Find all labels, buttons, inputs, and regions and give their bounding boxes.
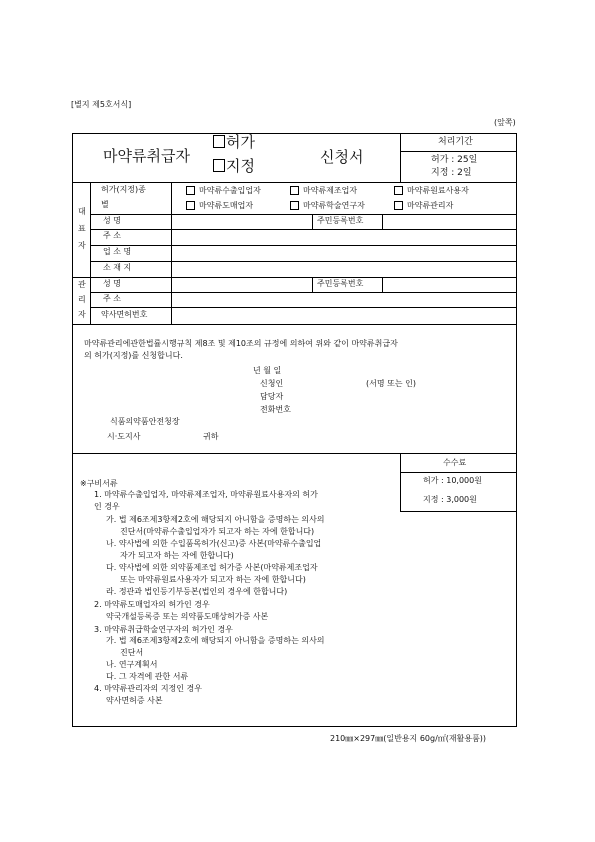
- signature-note: (서명 또는 인): [366, 379, 416, 388]
- doc-line: 4. 마약류관리자의 지정인 경우: [94, 684, 202, 693]
- checkbox-icon[interactable]: [186, 201, 195, 210]
- checkbox-icon[interactable]: [186, 186, 195, 195]
- checkbox-icon[interactable]: [213, 159, 225, 172]
- applicant-resident-number-label: 주민등록번호: [317, 216, 364, 225]
- processing-designation: 지정 : 2일: [431, 168, 472, 178]
- doc-line: 또는 마약류원료사용자가 되고자 하는 자에 한합니다): [120, 575, 306, 584]
- statement-date: 년 월 일: [253, 366, 282, 375]
- side-label-manager-2: 리: [78, 295, 86, 304]
- manager-resident-number-label: 주민등록번호: [317, 279, 364, 288]
- type-option-export-import[interactable]: 마약류수출입업자: [186, 186, 261, 195]
- pharmacist-license-field[interactable]: [173, 308, 516, 323]
- checkbox-icon[interactable]: [290, 201, 299, 210]
- type-option-manager[interactable]: 마약류관리자: [394, 201, 453, 210]
- doc-line: 진단서(마약류수출입업자가 되고자 하는 자에 한합니다): [120, 527, 315, 536]
- statement-line-2: 의 허가(지정)를 신청합니다.: [84, 351, 183, 360]
- form-number: [별지 제5호서식]: [71, 100, 132, 109]
- doc-line: 3. 마약류취급학술연구자의 허가인 경우: [94, 625, 233, 634]
- doc-line: 나. 약사법에 의한 수입품목허가(신고)증 사본(마약류수출입업: [106, 539, 322, 548]
- fee-permit: 허가 : 10,000원: [423, 476, 482, 485]
- doc-line: 다. 약사법에 의한 의약품제조업 허가증 사본(마약류제조업자: [106, 563, 318, 572]
- fee-label: 수수료: [443, 458, 467, 467]
- form-title: 마약류취급자: [103, 147, 190, 165]
- side-label-applicant-2: 표: [78, 224, 86, 233]
- doc-line: 약국개설등록증 또는 의약품도매상허가증 사본: [106, 612, 269, 621]
- doc-line: 약사면허증 사본: [106, 696, 163, 705]
- checkbox-icon[interactable]: [213, 135, 225, 148]
- doc-line: 진단서: [120, 648, 144, 657]
- applicant-signature-label: 신청인: [260, 379, 284, 388]
- applicant-resident-number-field[interactable]: [384, 215, 516, 229]
- doc-line: 2. 마약류도매업자의 허가인 경우: [94, 600, 210, 609]
- side-label-manager-3: 자: [78, 310, 86, 319]
- doc-line: 라. 정관과 법인등기부등본(법인의 경우에 한합니다): [106, 587, 288, 596]
- checkbox-icon[interactable]: [290, 186, 299, 195]
- doc-line: 1. 마약류수출입업자, 마약류제조업자, 마약류원료사용자의 허가: [94, 490, 318, 499]
- type-option-researcher[interactable]: 마약류학술연구자: [290, 201, 365, 210]
- side-label-applicant-1: 대: [78, 207, 86, 216]
- business-name-label: 업 소 명: [103, 247, 132, 256]
- processing-period-label: 처리기간: [438, 137, 473, 147]
- type-option-wholesaler[interactable]: 마약류도매업자: [186, 201, 253, 210]
- documents-heading: ※구비서류: [80, 479, 118, 488]
- doc-line: 나. 연구계획서: [106, 660, 158, 669]
- processing-permit: 허가 : 25일: [431, 155, 478, 165]
- applicant-address-field[interactable]: [173, 230, 516, 245]
- title-option-permit: 허가: [213, 135, 255, 150]
- addressee-governor: 시·도지사: [107, 432, 141, 441]
- paper-spec: 210㎜×297㎜(일반용지 60g/㎡(재활용품)): [330, 734, 487, 743]
- statement-line-1: 마약류관리에관한법률시행규칙 제8조 및 제10조의 규정에 의하여 위와 같이 마약류취급자: [84, 339, 398, 348]
- manager-address-label: 주 소: [103, 294, 121, 303]
- manager-address-field[interactable]: [173, 293, 516, 307]
- title-option-designation: 지정: [213, 159, 255, 174]
- applicant-name-field[interactable]: [173, 215, 311, 229]
- form-title-tail: 신청서: [320, 148, 364, 166]
- fee-designation: 지정 : 3,000원: [423, 495, 477, 504]
- doc-line: 가. 법 제6조제3항제2호에 해당되지 아니함을 증명하는 의사의: [106, 515, 325, 524]
- addressee-suffix: 귀하: [203, 432, 219, 441]
- manager-name-field[interactable]: [173, 278, 311, 292]
- business-location-field[interactable]: [173, 262, 516, 277]
- front-page-label: (앞쪽): [494, 118, 516, 127]
- business-name-field[interactable]: [173, 246, 516, 261]
- side-label-applicant-3: 자: [78, 241, 86, 250]
- doc-line: 다. 그 자격에 관한 서류: [106, 672, 189, 681]
- pharmacist-license-label: 약사면허번호: [101, 310, 148, 319]
- type-option-raw-material-user[interactable]: 마약류원료사용자: [394, 186, 469, 195]
- business-location-label: 소 재 지: [103, 263, 132, 272]
- applicant-name-label: 성 명: [103, 216, 121, 225]
- manager-resident-number-field[interactable]: [384, 278, 516, 292]
- manager-name-label: 성 명: [103, 279, 121, 288]
- type-label-1: 허가(지정)종: [101, 185, 146, 194]
- applicant-address-label: 주 소: [103, 231, 121, 240]
- doc-line: 가. 법 제6조제3항제2호에 해당되지 아니함을 증명하는 의사의: [106, 636, 325, 645]
- type-label-2: 별: [101, 200, 109, 209]
- person-in-charge-label: 담당자: [260, 392, 284, 401]
- checkbox-icon[interactable]: [394, 186, 403, 195]
- doc-line: 인 경우: [94, 502, 120, 511]
- addressee-kfda: 식품의약품안전청장: [110, 417, 180, 426]
- type-option-manufacturer[interactable]: 마약류제조업자: [290, 186, 357, 195]
- checkbox-icon[interactable]: [394, 201, 403, 210]
- side-label-manager-1: 관: [78, 280, 86, 289]
- phone-label: 전화번호: [260, 405, 291, 414]
- doc-line: 자가 되고자 하는 자에 한합니다): [120, 551, 234, 560]
